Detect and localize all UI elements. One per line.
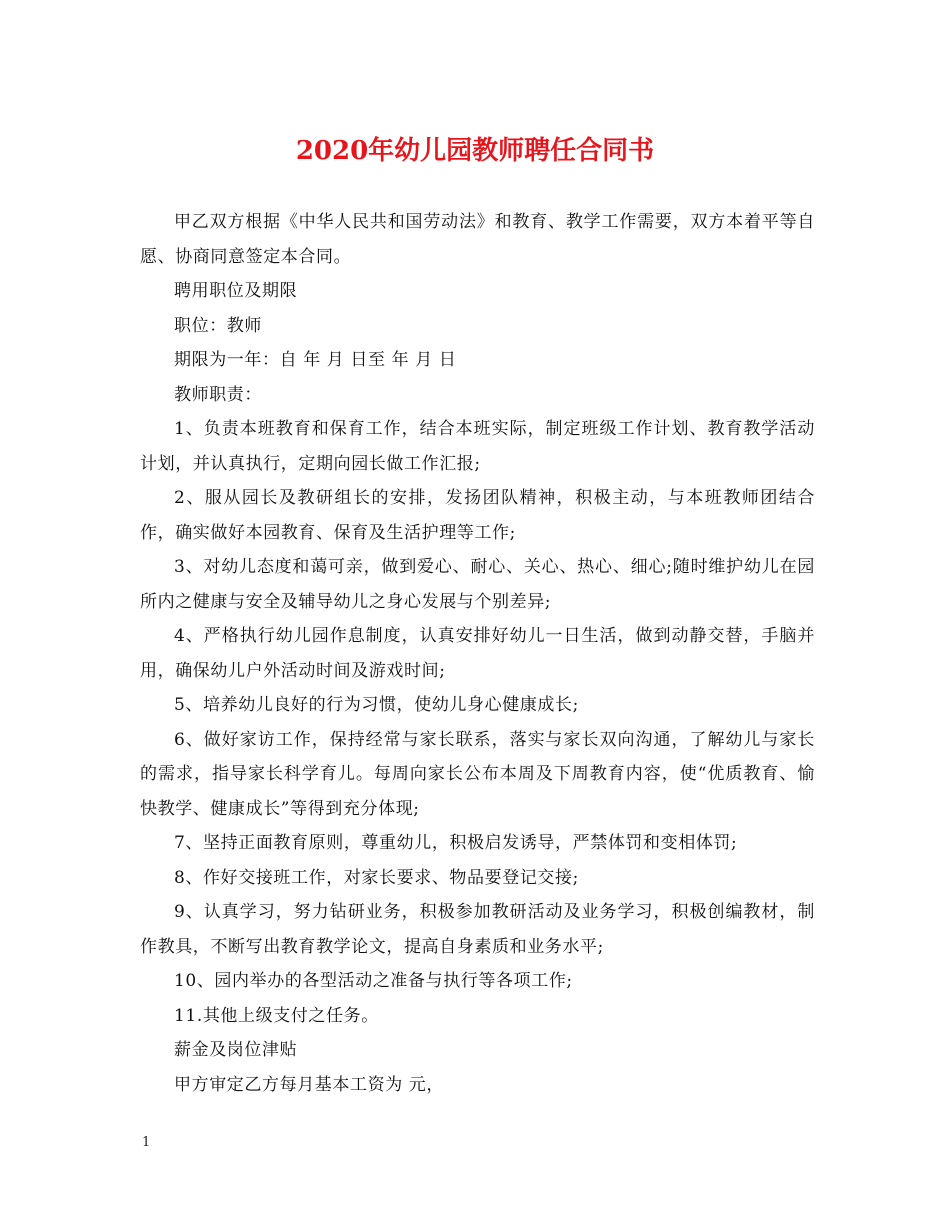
- document-title: 2020年幼儿园教师聘任合同书: [295, 136, 655, 166]
- paragraph-duty-11: 11.其他上级支付之任务。: [174, 1005, 379, 1026]
- paragraph-duty-3: 3、对幼儿态度和蔼可亲，做到爱心、耐心、关心、热心、细心;随时维护幼儿在园所内之健康与安全及辅导幼儿之身心发展与个别差异;: [140, 557, 815, 612]
- paragraph-position: 职位：教师: [174, 315, 262, 336]
- page-number: 1: [142, 1135, 151, 1150]
- paragraph-intro: 甲乙双方根据《中华人民共和国劳动法》和教育、教学工作需要，双方本着平等自愿、协商同意签定本合同。: [140, 212, 815, 267]
- paragraph-term: 期限为一年：自 年 月 日至 年 月 日: [174, 350, 457, 370]
- paragraph-duty-4: 4、严格执行幼儿园作息制度，认真安排好幼儿一日生活，做到动静交替，手脑并用，确保幼儿户外活动时间及游戏时间;: [140, 626, 815, 681]
- paragraph-salary-heading: 薪金及岗位津贴: [174, 1040, 298, 1060]
- paragraph-duty-1: 1、负责本班教育和保育工作，结合本班实际，制定班级工作计划、教育教学活动计划，并认真执行，定期向园长做工作汇报;: [140, 419, 815, 474]
- paragraph-duty-5: 5、培养幼儿良好的行为习惯，使幼儿身心健康成长;: [174, 695, 579, 715]
- paragraph-duties-heading: 教师职责：: [174, 384, 262, 405]
- paragraph-position-heading: 聘用职位及期限: [174, 281, 298, 301]
- document-body: [140, 205, 815, 1102]
- paragraph-duty-9: 9、认真学习，努力钻研业务，积极参加教研活动及业务学习，积极创编教材，制作教具，不断写出教育教学论文，提高自身素质和业务水平;: [140, 902, 815, 957]
- paragraph-duty-2: 2、服从园长及教研组长的安排，发扬团队精神，积极主动，与本班教师团结合作，确实做好本园教育、保育及生活护理等工作;: [140, 488, 815, 543]
- paragraph-duty-10: 10、园内举办的各型活动之准备与执行等各项工作;: [174, 971, 573, 991]
- paragraph-duty-6: 6、做好家访工作，保持经常与家长联系，落实与家长双向沟通，了解幼儿与家长的需求，指导家长科学育儿。每周向家长公布本周及下周教育内容，使“优质教育、愉快教学、健康成长”等得到充分体现;: [140, 729, 815, 819]
- paragraph-duty-8: 8、作好交接班工作，对家长要求、物品要登记交接;: [174, 867, 579, 888]
- paragraph-duty-7: 7、坚持正面教育原则，尊重幼儿，积极启发诱导，严禁体罚和变相体罚;: [174, 833, 738, 853]
- paragraph-salary: 甲方审定乙方每月基本工资为 元，: [174, 1074, 445, 1095]
